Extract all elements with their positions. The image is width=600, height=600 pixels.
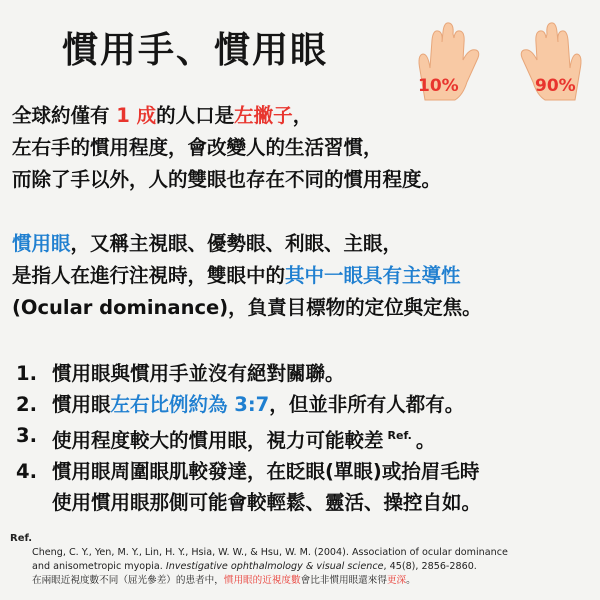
highlight-myopia: 慣用眼的近視度數 [223, 575, 301, 586]
reference-line-3 [10, 574, 508, 588]
intro-text: 全球約僅有 [12, 104, 117, 127]
highlight-deeper: 更深 [386, 575, 407, 586]
intro-line-1 [12, 100, 441, 132]
list-number: 4. [16, 460, 37, 483]
list-item [16, 358, 481, 389]
intro-text: 的人口是 [156, 104, 235, 127]
definition-text: ，又稱主視眼、優勢眼、利眼、主眼， [70, 232, 403, 255]
right-hand-percent: 90% [535, 76, 576, 96]
list-text: ，但並非所有人都有。 [269, 393, 465, 416]
definition-line-2 [12, 260, 482, 292]
reference-marker: Ref. [387, 429, 412, 442]
hands-illustration [405, 10, 595, 105]
reference-text: 。 [406, 575, 416, 586]
facts-list [16, 358, 481, 518]
reference-line-2 [10, 560, 508, 574]
highlight-dominant-eye: 慣用眼 [12, 232, 71, 255]
definition-line-3: (Ocular dominance)，負責目標物的定位與定焦。 [12, 296, 482, 319]
list-text: 慣用眼 [52, 393, 111, 416]
list-item [16, 456, 481, 487]
intro-text: ， [292, 104, 313, 127]
definition-paragraph [12, 228, 482, 324]
list-number: 2. [16, 393, 37, 416]
list-number: 3. [16, 424, 37, 447]
intro-line-3: 而除了手以外，人的雙眼也存在不同的慣用程度。 [12, 168, 442, 191]
reference-label: Ref. [10, 533, 33, 544]
definition-line-1 [12, 228, 482, 260]
page-title: 慣用手、慣用眼 [62, 30, 329, 71]
journal-name: Investigative ophthalmology & visual science [165, 561, 384, 572]
list-item [16, 420, 481, 456]
list-item-continuation: 使用慣用眼那側可能會較輕鬆、靈活、操控自如。 [52, 491, 482, 514]
reference-line-1: Cheng, C. Y., Yen, M. Y., Lin, H. Y., Hsia, W. W., & Hsu, W. M. (2004). Association of ocular dominance [32, 547, 508, 558]
list-text: 慣用眼周圍眼肌較發達，在眨眼(單眼)或抬眉毛時 [52, 460, 480, 483]
list-text: 慣用眼與慣用手並沒有絕對關聯。 [52, 362, 345, 385]
intro-line-2: 左右手的慣用程度，會改變人的生活習慣， [12, 136, 383, 159]
reference-text: and anisometropic myopia. [32, 561, 166, 572]
highlight-left-handed: 左撇子 [234, 104, 293, 127]
highlight-ratio: 左右比例約為 3:7 [110, 393, 270, 416]
reference-text: , 45(8), 2856-2860. [383, 561, 477, 572]
reference-block [10, 532, 508, 588]
reference-text: 在兩眼近視度數不同（屈光參差）的患者中， [32, 575, 224, 586]
intro-paragraph [12, 100, 441, 196]
reference-text: 會比非慣用眼還來得 [300, 575, 387, 586]
list-text: 。 [415, 429, 436, 452]
left-hand-percent: 10% [418, 76, 459, 96]
highlight-dominance: 其中一眼具有主導性 [285, 264, 461, 287]
list-item [16, 389, 481, 420]
definition-text: 是指人在進行注視時，雙眼中的 [12, 264, 286, 287]
highlight-ten-percent: 1 成 [116, 104, 157, 127]
list-number: 1. [16, 362, 37, 385]
list-text: 使用程度較大的慣用眼，視力可能較差 [52, 429, 384, 452]
